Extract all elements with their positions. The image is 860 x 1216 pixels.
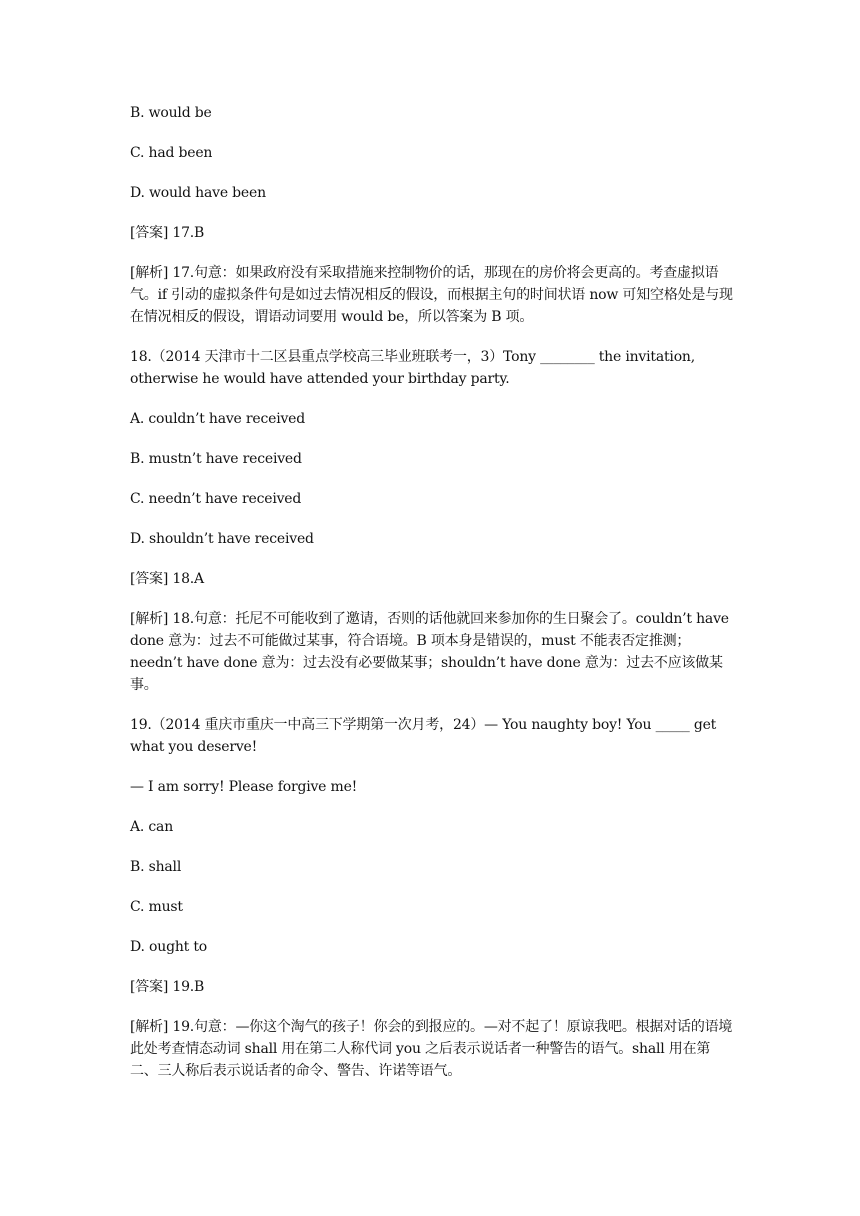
q18-option-a: A. couldn’t have received (130, 411, 306, 427)
q18-option-b: B. mustn’t have received (130, 451, 302, 467)
q19-answer: [答案] 19.B (130, 979, 205, 995)
q17-option-d: D. would have been (130, 185, 266, 201)
q18-answer: [答案] 18.A (130, 571, 204, 587)
document-page (130, 102, 734, 1100)
q19-option-c: C. must (130, 899, 183, 915)
q18-explanation: [解析] 18.句意：托尼不可能收到了邀请，否则的话他就回来参加你的生日聚会了。couldn’t have done 意为：过去不可能做过某事，符合语境。B 项本身是错误的，must 不能表否定推测；needn’t have done 意为：过去没有必要做某事；shouldn’t have done 意为：过去不应该做某事。 (130, 611, 729, 693)
q19-reply: — I am sorry! Please forgive me! (130, 779, 358, 795)
q17-option-b: B. would be (130, 105, 212, 121)
q17-option-c: C. had been (130, 145, 213, 161)
q19-option-d: D. ought to (130, 939, 207, 955)
q18-question: 18.（2014 天津市十二区县重点学校高三毕业班联考一，3）Tony ________ the invitation, otherwise he would have attended your birthday party. (130, 349, 695, 387)
q19-option-b: B. shall (130, 859, 182, 875)
q19-option-a: A. can (130, 819, 174, 835)
q17-answer: [答案] 17.B (130, 225, 205, 241)
q18-option-d: D. shouldn’t have received (130, 531, 314, 547)
q18-option-c: C. needn’t have received (130, 491, 302, 507)
q19-explanation: [解析] 19.句意：—你这个淘气的孩子！你会的到报应的。—对不起了！原谅我吧。根据对话的语境此处考查情态动词 shall 用在第二人称代词 you 之后表示说话者一种警告的语气。shall 用在第二、三人称后表示说话者的命令、警告、许诺等语气。 (130, 1019, 733, 1079)
q17-explanation: [解析] 17.句意：如果政府没有采取措施来控制物价的话，那现在的房价将会更高的。考查虚拟语气。if 引动的虚拟条件句是如过去情况相反的假设，而根据主句的时间状语 now 可知空格处是与现在情况相反的假设，谓语动词要用 would be，所以答案为 B 项。 (130, 265, 733, 325)
q19-question: 19.（2014 重庆市重庆一中高三下学期第一次月考，24）— You naughty boy! You _____ get what you deserve! (130, 717, 717, 755)
